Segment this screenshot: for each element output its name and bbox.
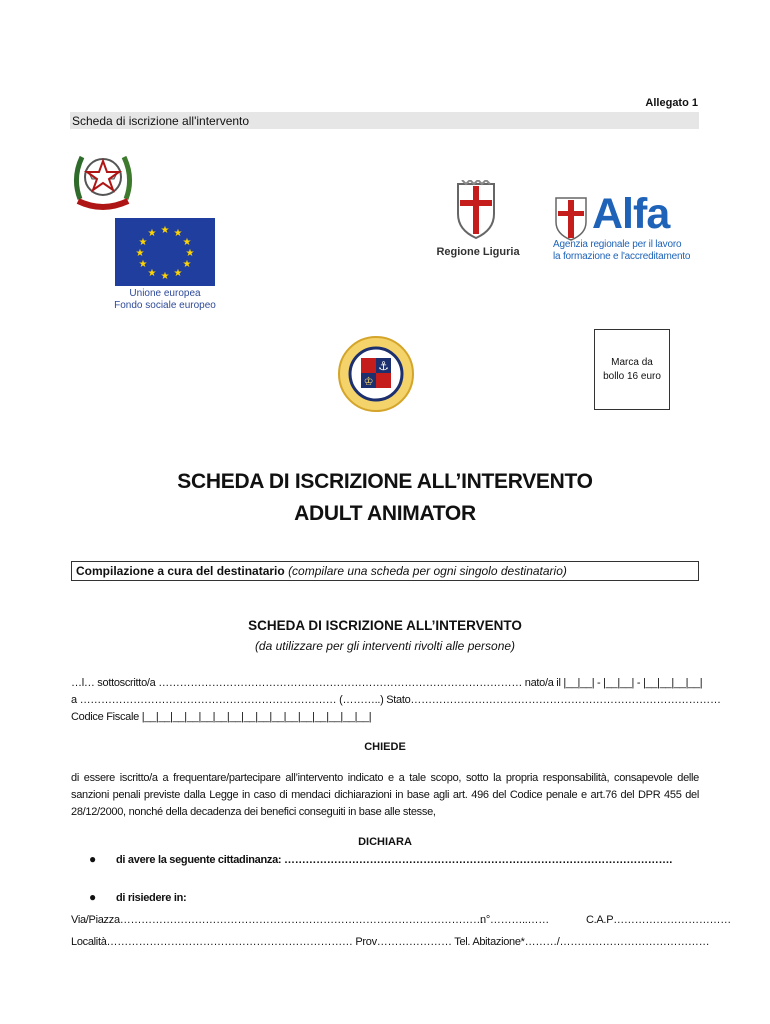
svg-text:★: ★ bbox=[173, 228, 183, 239]
residenza-label: di risiedere in: bbox=[116, 892, 187, 904]
svg-text:⚓: ⚓ bbox=[378, 359, 389, 373]
allegato-label: Allegato 1 bbox=[645, 97, 698, 109]
header-bar bbox=[70, 112, 699, 129]
alfa-subtitle-line2: la formazione e l'accreditamento bbox=[553, 251, 691, 262]
alfa-shield-icon bbox=[552, 194, 590, 242]
regione-liguria-label: Regione Liguria bbox=[436, 246, 520, 258]
svg-text:★: ★ bbox=[138, 259, 148, 270]
section-subtitle: (da utilizzare per gli interventi rivolti alle persone) bbox=[254, 639, 516, 653]
svg-text:★: ★ bbox=[182, 259, 192, 270]
header-bar-title: Scheda di iscrizione all'intervento bbox=[72, 114, 250, 128]
bullet-dot-icon: ● bbox=[89, 890, 97, 904]
compilation-note-box bbox=[71, 561, 699, 581]
eu-caption-line2: Fondo sociale europeo bbox=[114, 300, 216, 311]
stamp-line1: Marca da bbox=[611, 356, 653, 368]
shipping-academy-logo-icon bbox=[337, 334, 415, 414]
section-title: SCHEDA DI ISCRIZIONE ALL’INTERVENTO bbox=[248, 618, 522, 633]
svg-text:★: ★ bbox=[135, 248, 145, 259]
alfa-subtitle-line1: Agenzia regionale per il lavoro bbox=[553, 239, 682, 250]
eu-flag-icon bbox=[115, 218, 215, 286]
via-piazza-field[interactable]: Via/Piazza………………………………………………………………………………………… bbox=[71, 914, 484, 926]
compilation-note-bold: Compilazione a cura del destinatario bbox=[76, 564, 285, 578]
italian-republic-emblem-icon bbox=[70, 143, 136, 213]
svg-text:★: ★ bbox=[173, 268, 183, 279]
svg-text:★: ★ bbox=[147, 268, 157, 279]
svg-text:★: ★ bbox=[185, 248, 195, 259]
dichiara-heading: DICHIARA bbox=[358, 836, 412, 848]
house-number-field[interactable]: n°………..…… bbox=[480, 914, 549, 926]
document-title: SCHEDA DI ISCRIZIONE ALL’INTERVENTO bbox=[177, 470, 593, 493]
cittadinanza-line[interactable]: di avere la seguente cittadinanza: ………………………………………………………………………………………………. bbox=[116, 854, 672, 866]
alfa-logo-text: Alfa bbox=[592, 190, 670, 238]
svg-text:★: ★ bbox=[160, 225, 170, 236]
svg-text:★: ★ bbox=[147, 228, 157, 239]
svg-text:★: ★ bbox=[182, 237, 192, 248]
eu-caption bbox=[100, 288, 230, 312]
declaration-paragraph: di essere iscritto/a a frequentare/partecipare all’intervento indicato e a tale scopo, sotto la propria responsabilità, consapevole delle sanzioni penali previste dalla Legge in caso di mendaci dichiarazioni in base agli art. 496 del Codice penale e art.76 del DPR 455 del 28/12/2000, nonché della decadenza dei benefici conseguiti in base alle stesse, bbox=[71, 772, 699, 818]
revenue-stamp-box bbox=[594, 329, 670, 410]
form-name-birthdate-line[interactable]: …l… sottoscritto/a ………………………………………………………………………………………… nato/a il |__|__| - |__|__| - |__|__|__|__| bbox=[71, 677, 703, 689]
svg-text:★: ★ bbox=[138, 237, 148, 248]
chiede-heading: CHIEDE bbox=[364, 741, 406, 753]
form-codice-fiscale-line[interactable]: Codice Fiscale |__|__|__|__|__|__|__|__|__|__|__|__|__|__|__|__| bbox=[71, 711, 372, 723]
bullet-dot-icon: ● bbox=[89, 852, 97, 866]
eu-caption-line1: Unione europea bbox=[129, 288, 201, 299]
alfa-subtitle bbox=[553, 239, 703, 263]
svg-text:♔: ♔ bbox=[363, 375, 374, 388]
form-birthplace-line[interactable]: a ……………………………………………………………… (………..) Stato…………………………………………………………………………… bbox=[71, 694, 721, 706]
course-title: ADULT ANIMATOR bbox=[294, 502, 476, 525]
compilation-note-italic: (compilare una scheda per ogni singolo destinatario) bbox=[288, 564, 567, 578]
localita-prov-tel-line[interactable]: Località…………………………………………………………… Prov………………… Tel. Abitazione*………/…………………………………… bbox=[71, 936, 710, 948]
regione-liguria-shield-icon bbox=[452, 180, 500, 240]
stamp-line2: bollo 16 euro bbox=[603, 370, 661, 382]
svg-text:★: ★ bbox=[160, 271, 170, 282]
cap-field[interactable]: C.A.P…………………………… bbox=[586, 914, 731, 926]
